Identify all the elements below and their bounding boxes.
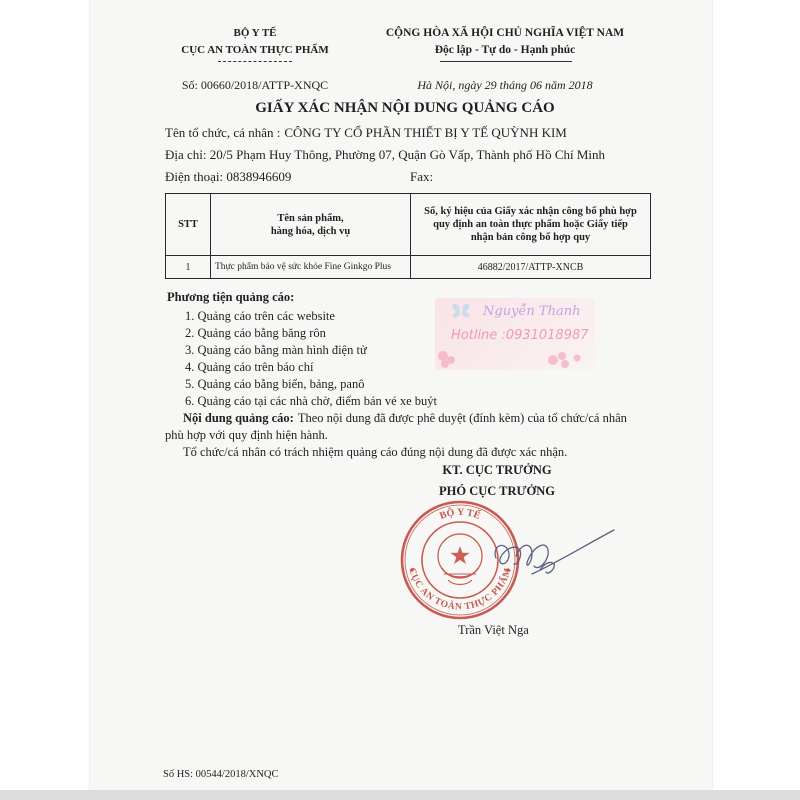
seal-bottom-text: CỤC AN TOÀN THỰC PHẨM [406, 566, 514, 613]
list-item: 3. Quảng cáo bằng màn hình điện tử [185, 343, 367, 357]
header-certificate-number [411, 194, 651, 256]
table-row [166, 256, 651, 279]
country-name: CỘNG HÒA XÃ HỘI CHỦ NGHĨA VIỆT NAM [385, 27, 625, 39]
ad-content-label: Nội dung quảng cáo: [183, 411, 294, 425]
header-certificate-text: Số, ký hiệu của Giấy xác nhận công bố phù hợp quy định an toàn thực phẩm hoặc Giấy tiếp nhận bản công bố hợp quy [424, 206, 637, 243]
motto-underline [440, 61, 572, 62]
row-stt: 1 [166, 256, 211, 279]
applicant-phone: Điện thoại: 0838946609 [165, 169, 292, 184]
ad-content-paragraph [165, 410, 647, 444]
ad-content-text: Theo nội dung đã được phê duyệt (đính kèm) của tổ chức/cá nhân phù hợp với quy định hiện hành. [165, 411, 627, 442]
file-number: Số HS: 00544/2018/XNQC [163, 769, 279, 780]
applicant-name-line [165, 125, 567, 141]
header-product-text: Tên sản phẩm, hàng hóa, dịch vụ [270, 212, 351, 237]
place-date: Hà Nội, ngày 29 tháng 06 năm 2018 [417, 78, 593, 92]
seller-watermark [435, 298, 595, 370]
national-motto: Độc lập - Tự do - Hạnh phúc [434, 44, 576, 56]
department-name: CỤC AN TOÀN THỰC PHẨM [181, 44, 329, 56]
document-title: GIẤY XÁC NHẬN NỘI DUNG QUẢNG CÁO [255, 100, 555, 116]
ministry-name: BỘ Y TẾ [233, 27, 277, 39]
handwritten-signature [488, 520, 618, 590]
table-header-row [166, 194, 651, 256]
seal-star-icon [450, 546, 469, 564]
ads-list [185, 308, 437, 410]
document-page [90, 0, 712, 790]
applicant-address: Địa chỉ: 20/5 Phạm Huy Thông, Phường 07, Quận Gò Vấp, Thành phố Hồ Chí Minh [165, 147, 606, 162]
product-table [165, 193, 651, 279]
signer-authority: KT. CỤC TRƯỞNG [442, 463, 552, 477]
row-product: Thực phẩm bảo vệ sức khỏe Fine Ginkgo Plus [211, 256, 411, 279]
ads-heading: Phương tiện quảng cáo: [167, 290, 295, 304]
signer-title: PHÓ CỤC TRƯỞNG [439, 484, 555, 498]
applicant-name-label: Tên tổ chức, cá nhân : [165, 125, 281, 140]
watermark-hotline: Hotline :0931018987 [451, 328, 589, 343]
list-item: 6. Quảng cáo tại các nhà chờ, điểm bán vé xe buýt [185, 394, 438, 408]
issuer-divider [218, 61, 292, 62]
list-item: 4. Quảng cáo trên báo chí [185, 360, 314, 374]
header-product [211, 194, 411, 256]
document-number: Số: 00660/2018/ATTP-XNQC [181, 78, 329, 92]
signer-name: Trần Việt Nga [458, 623, 529, 637]
list-item: 5. Quảng cáo bằng biển, bảng, panô [185, 377, 365, 391]
seal-top-text: BỘ Y TẾ [438, 506, 482, 522]
row-certificate-number: 46882/2017/ATTP-XNCB [411, 256, 651, 279]
applicant-fax: Fax: [410, 169, 434, 184]
list-item: 1. Quảng cáo trên các website [185, 309, 335, 323]
list-item: 2. Quảng cáo bằng băng rôn [185, 326, 326, 340]
header-stt: STT [166, 194, 211, 256]
responsibility-note: Tổ chức/cá nhân có trách nhiệm quảng cáo đúng nội dung đã được xác nhận. [183, 445, 568, 459]
scan-bottom-edge [0, 790, 800, 800]
watermark-name: Nguyễn Thanh [483, 304, 581, 319]
applicant-name: CÔNG TY CỔ PHẦN THIẾT BỊ Y TẾ QUỲNH KIM [284, 125, 567, 140]
